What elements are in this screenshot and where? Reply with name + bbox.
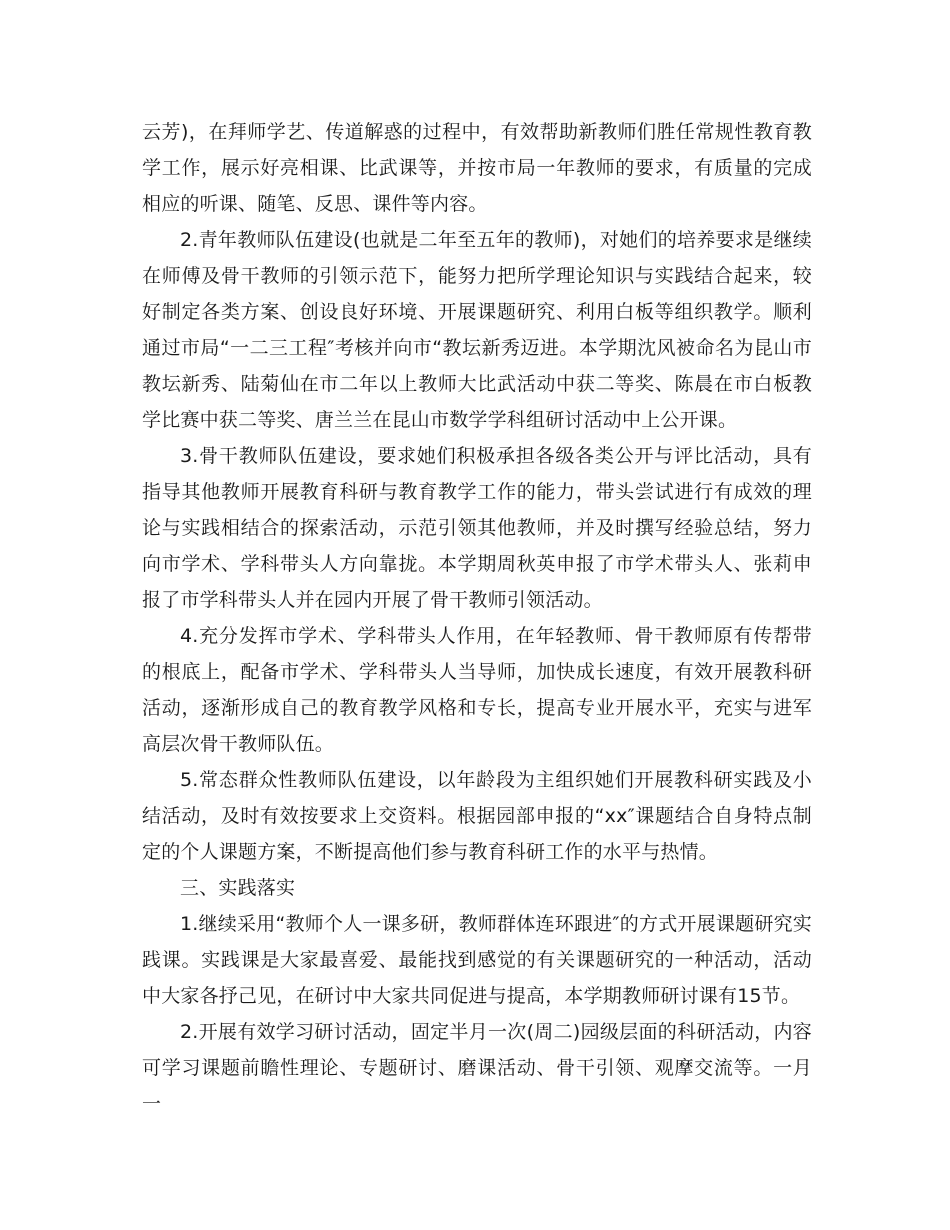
document-body (142, 114, 812, 1122)
paragraph-continuation: 云芳)，在拜师学艺、传道解惑的过程中，有效帮助新教师们胜任常规性教育教学工作，展示好亮相课、比武课等，并按市局一年教师的要求，有质量的完成相应的听课、随笔、反思、课件等内容。 (142, 121, 812, 215)
paragraph-key-teachers: 3.骨干教师队伍建设，要求她们积极承担各级各类公开与评比活动，具有指导其他教师开展教育科研与教育教学工作的能力，带头尝试进行有成效的理论与实践相结合的探索活动，示范引领其他教师，并及时撰写经验总结，努力向市学术、学科带头人方向靠拢。本学期周秋英申报了市学术带头人、张莉申报了市学科带头人并在园内开展了骨干教师引领活动。 (142, 445, 812, 611)
paragraph-general-teachers: 5.常态群众性教师队伍建设，以年龄段为主组织她们开展教科研实践及小结活动，及时有效按要求上交资料。根据园部申报的“xx″课题结合自身特点制定的个人课题方案，不断提高他们参与教育科研工作的水平与热情。 (142, 769, 812, 863)
paragraph-young-teachers: 2.青年教师队伍建设(也就是二年至五年的教师)，对她们的培养要求是继续在师傅及骨干教师的引领示范下，能努力把所学理论知识与实践结合起来，较好制定各类方案、创设良好环境、开展课题研究、利用白板等组织教学。顺利通过市局“一二三工程″考核并向市“教坛新秀迈进。本学期沈风被命名为昆山市教坛新秀、陆菊仙在市二年以上教师大比武活动中获二等奖、陈晨在市白板教学比赛中获二等奖、唐兰兰在昆山市数学学科组研讨活动中上公开课。 (142, 229, 812, 431)
paragraph-study-activities: 2.开展有效学习研讨活动，固定半月一次(周二)园级层面的科研活动，内容可学习课题前瞻性理论、专题研讨、磨课活动、骨干引领、观摩交流等。一月一 (142, 1021, 812, 1115)
paragraph-academic-leaders: 4.充分发挥市学术、学科带头人作用，在年轻教师、骨干教师原有传帮带的根底上，配备市学术、学科带头人当导师，加快成长速度，有效开展教科研活动，逐渐形成自己的教育教学风格和专长，提高专业开展水平，充实与进军高层次骨干教师队伍。 (142, 625, 812, 755)
section-heading-practice: 三、实践落实 (180, 877, 296, 899)
paragraph-practice-lessons: 1.继续采用“教师个人一课多研，教师群体连环跟进″的方式开展课题研究实践课。实践课是大家最喜爱、最能找到感觉的有关课题研究的一种活动，活动中大家各抒己见，在研讨中大家共同促进与提高，本学期教师研讨课有15节。 (142, 913, 812, 1007)
